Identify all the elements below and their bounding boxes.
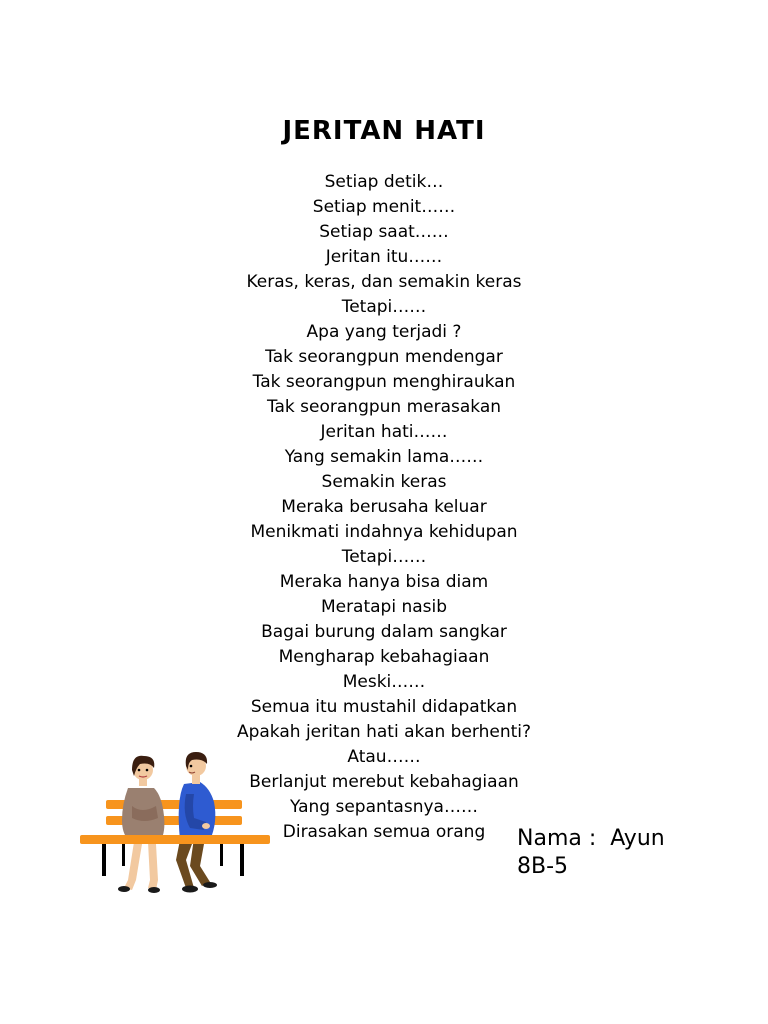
poem-line: Setiap saat…… bbox=[319, 222, 449, 242]
bench-seat bbox=[80, 835, 270, 844]
poem-line: Tetapi…… bbox=[341, 547, 427, 567]
bench-leg bbox=[220, 844, 223, 866]
bench-leg bbox=[122, 844, 125, 866]
poem-line: Menikmati indahnya kehidupan bbox=[250, 522, 518, 542]
author-info bbox=[517, 825, 665, 881]
poem-line: Setiap menit…… bbox=[312, 197, 456, 217]
poem-body bbox=[234, 170, 534, 845]
poem-line: Semua itu mustahil didapatkan bbox=[250, 697, 518, 717]
poem-line: Semakin keras bbox=[321, 472, 447, 492]
poem-line: Yang sepantasnya…… bbox=[290, 797, 478, 817]
poem-line: Tak seorangpun mendengar bbox=[265, 347, 503, 367]
poem-line: Meratapi nasib bbox=[320, 597, 448, 617]
bench-leg bbox=[240, 844, 244, 876]
poem-line: Setiap detik… bbox=[324, 172, 444, 192]
poem-title: JERITAN HATI bbox=[282, 116, 486, 146]
poem-line: Meraka hanya bisa diam bbox=[279, 572, 489, 592]
poem-line: Meski…… bbox=[342, 672, 426, 692]
poem-line: Meraka berusaha keluar bbox=[281, 497, 487, 517]
poem-line: Dirasakan semua orang bbox=[282, 822, 486, 842]
poem-line: Tak seorangpun menghiraukan bbox=[252, 372, 516, 392]
woman-figure bbox=[118, 756, 164, 893]
poem-line: Yang semakin lama…… bbox=[284, 447, 484, 467]
author-name: Nama : Ayun bbox=[517, 826, 665, 851]
poem-line: Apakah jeritan hati akan berhenti? bbox=[236, 722, 532, 742]
poem-line: Bagai burung dalam sangkar bbox=[261, 622, 507, 642]
poem-line: Jeritan itu…… bbox=[325, 247, 443, 267]
bench-leg bbox=[102, 844, 106, 876]
poem-line: Berlanjut merebut kebahagiaan bbox=[249, 772, 519, 792]
man-figure bbox=[176, 752, 217, 893]
poem-line: Tak seorangpun merasakan bbox=[266, 397, 502, 417]
couple-on-bench-illustration bbox=[76, 748, 276, 898]
author-class: 8B-5 bbox=[517, 854, 569, 879]
poem-line: Keras, keras, dan semakin keras bbox=[246, 272, 522, 292]
poem-line: Apa yang terjadi ? bbox=[306, 322, 462, 342]
poem-line: Mengharap kebahagiaan bbox=[278, 647, 490, 667]
poem-line: Jeritan hati…… bbox=[320, 422, 448, 442]
poem-line: Atau…… bbox=[347, 747, 421, 767]
poem-line: Tetapi…… bbox=[341, 297, 427, 317]
